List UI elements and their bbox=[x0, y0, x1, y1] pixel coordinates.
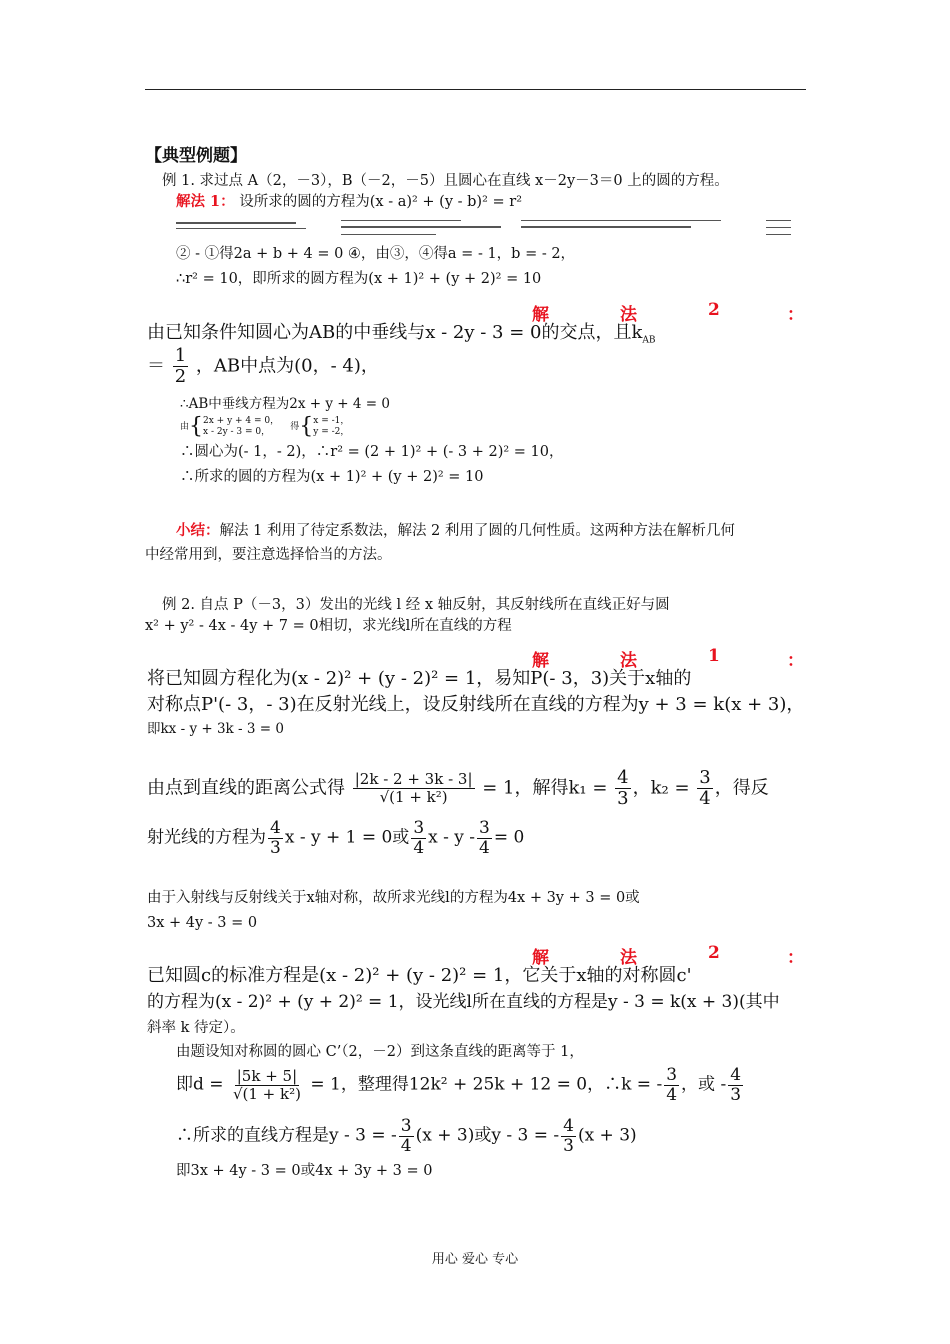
example2-solution2-line7: 即3x + 4y - 3 = 0或4x + 3y + 3 = 0 bbox=[176, 1163, 433, 1179]
example2-problem-line1: 例 2. 自点 P（－3，3）发出的光线 l 经 x 轴反射，其反射线所在直线正好与圆 bbox=[162, 597, 670, 613]
example1-garbled-equation bbox=[176, 214, 796, 240]
example1-solution2-line2: ＝ $\frac{1}{2}$ ，AB中点为(0，- 4)， bbox=[147, 345, 379, 387]
fraction-half: $\frac{1}{2}$ bbox=[174, 345, 187, 387]
example1-solution1-line4: ∴r² = 10，即所求的圆方程为(x + 1)² + (y + 2)² = 10 bbox=[176, 271, 542, 287]
example1-solution2-line6: ∴所求的圆的方程为(x + 1)² + (y + 2)² = 10 bbox=[180, 469, 484, 485]
section-title: 【典型例题】 bbox=[145, 146, 247, 166]
distance-fraction: $\frac{|2k - 2 + 3k - 3|}{\text{√(1 + k²)}}$ bbox=[354, 770, 473, 806]
example1-solution1-line1 bbox=[176, 193, 522, 211]
example2-solution1-line6: 由于入射线与反射线关于x轴对称，故所求光线l的方程为4x + 3y + 3 = 0或 bbox=[147, 890, 640, 906]
example1-solution2-line1: 由已知条件知圆心为AB的中垂线与x - 2y - 3 = 0的交点，且$k_{AB}$ bbox=[147, 322, 656, 346]
example2-problem-line2: x² + y² - 4x - 4y + 7 = 0相切，求光线l所在直线的方程 bbox=[145, 618, 512, 634]
solution1-text: 设所求的圆的方程为(x - a)² + (y - b)² = r² bbox=[239, 194, 523, 210]
example1-solution2-line3: ∴AB中垂线方程为2x + y + 4 = 0 bbox=[180, 396, 390, 412]
example2-solution2-line3: 斜率 k 待定）。 bbox=[147, 1020, 245, 1036]
example1-problem: 例 1. 求过点 A（2，－3），B（－2，－5）且圆心在直线 x－2y－3＝0 上的圆的方程。 bbox=[162, 173, 729, 189]
example2-solution2-line5: 即d = $\frac{|5k + 5|}{\text{√(1 + k²)}}$ = 1，整理得12k² + 25k + 12 = 0，∴k = - $\frac{3}{4}$ ，或 - $\frac{4}{3}$ bbox=[176, 1065, 742, 1105]
summary-line1: 小结：解法 1 利用了待定系数法，解法 2 利用了圆的几何性质。这两种方法在解析几何 bbox=[176, 522, 735, 539]
summary-label: 小结： bbox=[176, 522, 220, 539]
page-footer: 用心 爱心 专心 bbox=[431, 1252, 519, 1267]
example2-solution2-line1: 已知圆c的标准方程是(x - 2)² + (y - 2)² = 1，它关于x轴的对称圆c' bbox=[147, 965, 692, 986]
example2-solution1-line7: 3x + 4y - 3 = 0 bbox=[147, 915, 258, 931]
summary-line2: 中经常用到，要注意选择恰当的方法。 bbox=[145, 547, 392, 563]
solution1-label: 解法 1： bbox=[176, 193, 235, 210]
example2-solution1-distance: 由点到直线的距离公式得 $\frac{|2k - 2 + 3k - 3|}{\text{√(1 + k²)}}$ = 1，解得k₁ = $\frac{4}{3}$ ，k₂ = $\frac{3}{4}$ ，得反 bbox=[147, 767, 769, 809]
example1-solution2-line5: ∴圆心为(- 1，- 2)，∴r² = (2 + 1)² + (- 3 + 2)² = 10， bbox=[180, 444, 564, 460]
example2-solution2-line2: 的方程为(x - 2)² + (y + 2)² = 1，设光线l所在直线的方程是y - 3 = k(x + 3)(其中 bbox=[147, 992, 780, 1012]
example1-solution2-system: 由{ 2x + y + 4 = 0， x - 2y - 3 = 0， 得{ x = -1， y = -2， bbox=[180, 414, 350, 439]
example2-solution1-line5: 射光线的方程为 $\frac{4}{3}$ x - y + 1 = 0或 $\frac{3}{4}$ x - y - $\frac{3}{4}$ = 0 bbox=[147, 818, 525, 858]
example2-solution1-line1: 将已知圆方程化为(x - 2)² + (y - 2)² = 1，易知P(- 3，3)关于x轴的 bbox=[147, 668, 692, 689]
example2-solution2-line6: ∴所求的直线方程是y - 3 = - $\frac{3}{4}$ (x + 3)或y - 3 = - $\frac{4}{3}$ (x + 3) bbox=[176, 1116, 637, 1156]
example2-solution1-line2: 对称点P'(- 3，- 3)在反射光线上，设反射线所在直线的方程为y + 3 = k(x + 3)， bbox=[147, 694, 805, 715]
example2-solution2-line4: 由题设知对称圆的圆心 C’（2，－2）到这条直线的距离等于 1， bbox=[176, 1044, 584, 1060]
example2-solution1-line3: 即kx - y + 3k - 3 = 0 bbox=[147, 721, 284, 737]
example1-solution1-line3: ② - ①得2a + b + 4 = 0 ④，由③，④得a = - 1，b = - 2， bbox=[176, 246, 576, 262]
header-rule bbox=[145, 89, 806, 90]
document-page: 【典型例题】 例 1. 求过点 A（2，－3），B（－2，－5）且圆心在直线 x－2y－3＝0 上的圆的方程。 解法 1： 设所求的圆的方程为(x - a)² + (y - b)² = r² ② - ①得2a + b + 4 = 0 ④，由③，④得a = - 1，b = - 2， ∴r² = 10，即所求的圆方程为(x + 1)² + (y + 2)² = 10 解 法 2 ： 由已知条件知圆心为AB的中垂线与x - 2y - 3 = 0的交点，且$k_{AB}$ ＝ $\frac{1}{2}$ ，AB中点为(0，- 4)， ∴AB中垂线方程为2x + y + 4 = 0 由{ 2x + y + 4 = 0， x - 2y - 3 = 0， 得{ x = -1， y = -2， ∴圆心为(- 1，- 2)，∴r² = (2 + 1)² + (- 3 + 2)² = 10， ∴所求的圆的方程为(x + 1)² + (y + 2)² = 10 小结：解法 1 利用了待定系数法，解法 2 利用了圆的几何性质。这两种方法在解析几何 中经常用到，要注意选择恰当的方法。 例 2. 自点 P（－3，3）发出的光线 l 经 x 轴反射，其反射线所在直线正好与圆 x² + y² - 4x - 4y + 7 = 0相切，求光线l所在直线的方程 解 法 1 ： 将已知圆方程化为(x - 2)² + (y - 2)² = 1，易知P(- 3，3)关于x轴的 对称点P'(- 3，- 3)在反射光线上，设反射线所在直线的方程为y + 3 = k(x + 3)， 即kx - y + 3k - 3 = 0 由点到直线的距离公式得 $\frac{|2k - 2 + 3k - 3|}{\text{√(1 + k²)}}$ = 1，解得k₁ = $\frac{4}{3}$ ，k₂ = $\frac{3}{4}$ ，得反 射光线的方程为 $\frac{4}{3}$ x - y + 1 = 0或 $\frac{3}{4}$ x - y - $\frac{3}{4}$ = 0 由于入射线与反射线关于x轴对称，故所求光线l的方程为4x + 3y + 3 = 0或 3x + 4y - 3 = 0 解 法 2 ： 已知圆c的标准方程是(x - 2)² + (y - 2)² = 1，它关于x轴的对称圆c' 的方程为(x - 2)² + (y + 2)² = 1，设光线l所在直线的方程是y - 3 = k(x + 3)(其中 斜率 k 待定）。 由题设知对称圆的圆心 C’（2，－2）到这条直线的距离等于 1， 即d = $\frac{|5k + 5|}{\text{√(1 + k²)}}$ = 1，整理得12k² + 25k + 12 = 0，∴k = - $\frac{3}{4}$ ，或 - $\frac{4}{3}$ ∴所求的直线方程是y - 3 = - $\frac{3}{4}$ (x + 3)或y - 3 = - $\frac{4}{3}$ (x + 3) 即3x + 4y - 3 = 0或4x + 3y + 3 = 0 用心 爱心 专心 bbox=[0, 0, 950, 1344]
